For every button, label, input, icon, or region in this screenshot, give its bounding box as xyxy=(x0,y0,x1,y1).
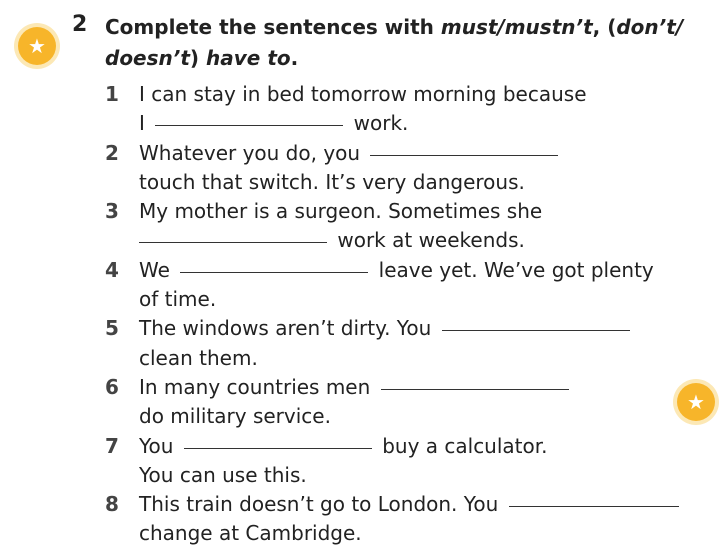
answer-blank[interactable] xyxy=(139,241,327,243)
list-item: 3 My mother is a surgeon. Sometimes she work at weekends. xyxy=(105,197,705,256)
answer-blank[interactable] xyxy=(184,447,372,449)
list-item: 6 In many countries men do military service. xyxy=(105,373,705,432)
exercise-instruction: Complete the sentences with must/mustn’t, (don’t/ doesn’t) have to. xyxy=(105,15,684,70)
star-icon[interactable]: ★ xyxy=(18,27,56,65)
sentence-list xyxy=(105,80,705,549)
answer-blank[interactable] xyxy=(180,271,368,273)
item-number: 5 xyxy=(105,316,119,341)
item-number: 2 xyxy=(105,140,119,165)
item-number: 6 xyxy=(105,374,119,399)
item-number: 3 xyxy=(105,199,119,224)
list-item: 5 The windows aren’t dirty. You clean them. xyxy=(105,314,705,373)
list-item: 1 I can stay in bed tomorrow morning because I work. xyxy=(105,80,705,139)
list-item: 8 This train doesn’t go to London. You change at Cambridge. xyxy=(105,490,705,549)
answer-blank[interactable] xyxy=(509,505,679,507)
answer-blank[interactable] xyxy=(442,329,630,331)
list-item: 2 Whatever you do, you touch that switch. It’s very dangerous. xyxy=(105,139,705,198)
item-number: 1 xyxy=(105,82,119,106)
answer-blank[interactable] xyxy=(370,154,558,156)
item-number: 7 xyxy=(105,433,119,458)
list-item: 4 We leave yet. We’ve got plenty of time. xyxy=(105,256,705,315)
list-item: 7 You buy a calculator. You can use this. xyxy=(105,432,705,491)
answer-blank[interactable] xyxy=(381,388,569,390)
item-number: 8 xyxy=(105,492,119,517)
star-icon[interactable]: ★ xyxy=(677,383,715,421)
answer-blank[interactable] xyxy=(155,124,343,126)
item-number: 4 xyxy=(105,257,119,282)
exercise-number: 2 xyxy=(72,12,88,37)
